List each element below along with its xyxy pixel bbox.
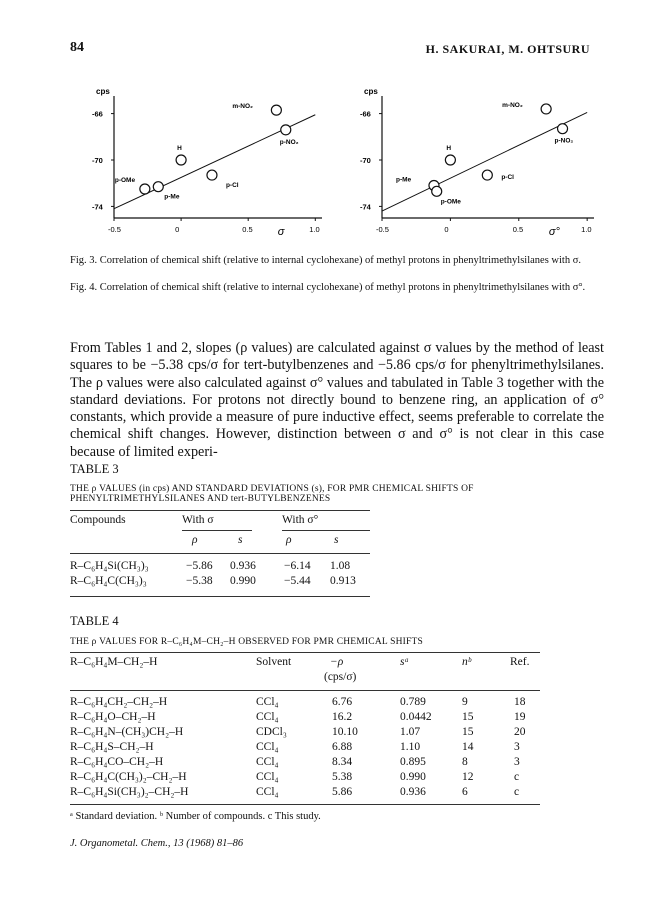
header-compound: R–C₆H₄M–CH₂–H: [70, 656, 158, 668]
table-cell-s: 1.08: [330, 560, 351, 572]
x-tick-label: 0.5: [512, 225, 524, 234]
table-4-label: TABLE 4: [70, 614, 119, 628]
y-tick-label: -66: [360, 109, 371, 119]
journal-citation: J. Organometal. Chem., 13 (1968) 81–86: [70, 838, 244, 849]
table-cell-rho: 5.38: [332, 771, 353, 783]
data-point: [140, 184, 150, 194]
table-cell-rho: 6.88: [332, 741, 353, 753]
header-compounds: Compounds: [70, 514, 126, 526]
y-tick-label: -66: [92, 109, 103, 119]
table-cell-s: 0.0442: [400, 711, 432, 723]
table-cell-n: 6: [462, 786, 468, 798]
table-cell-compound: R–C₆H₄N–(CH₃)CH₂–H: [70, 726, 184, 738]
table-cell-rho: 10.10: [332, 726, 358, 738]
table-cell-n: 12: [462, 771, 474, 783]
table-3-label: TABLE 3: [70, 462, 119, 476]
data-point-label: p-Cl: [225, 182, 239, 190]
table-cell-compound: R–C₆H₄C(CH₃)₂–CH₂–H: [70, 771, 187, 783]
data-point-label: m-NO₂: [502, 101, 523, 109]
table-cell-rho: −5.38: [186, 575, 213, 587]
data-point-label: m-NO₂: [232, 103, 253, 111]
table-cell-n: 8: [462, 756, 468, 768]
table-cell-ref: 3: [514, 741, 520, 753]
figure-4-chart: [358, 80, 606, 252]
x-axis-symbol: σ: [277, 226, 285, 238]
table-cell-ref: c: [514, 771, 520, 783]
header-rho-unit: (cps/σ): [324, 671, 357, 683]
table-cell-compound: R–C₆H₄Si(CH₃)₃: [70, 560, 149, 572]
table-cell-solvent: CDCl₃: [256, 726, 287, 738]
table-cell-compound: R–C₆H₄C(CH₃)₃: [70, 575, 147, 587]
table-cell-ref: 18: [514, 696, 526, 708]
x-tick-label: -0.5: [376, 225, 389, 234]
y-tick-label: -74: [360, 202, 371, 212]
x-tick-label: 0.5: [242, 225, 253, 234]
header-rho: ρ: [192, 534, 198, 546]
table-4-footnote: ᵃ Standard deviation. ᵇ Number of compounds. c This study.: [70, 811, 321, 822]
header-rho: −ρ: [330, 656, 344, 668]
header-s: s: [334, 534, 339, 546]
figure-4-caption: Fig. 4. Correlation of chemical shift (relative to internal cyclohexane) of methyl protons in phenyltrimethylsilanes with σ°.: [70, 282, 586, 293]
data-point: [281, 125, 291, 135]
table-4-title: THE ρ VALUES FOR R–C₆H₄M–CH₂–H OBSERVED FOR PMR CHEMICAL SHIFTS: [70, 637, 423, 647]
table-cell-s: 0.789: [400, 696, 426, 708]
table-cell-solvent: CCl₄: [256, 741, 279, 753]
table-cell-s: 0.895: [400, 756, 426, 768]
data-point-label: H: [177, 145, 182, 152]
table-cell-n: 15: [462, 711, 474, 723]
table-cell-rho: 6.76: [332, 696, 353, 708]
y-tick-label: -74: [92, 202, 103, 212]
data-point: [153, 182, 163, 192]
data-point: [207, 170, 217, 180]
x-tick-label: -0.5: [108, 225, 121, 234]
body-paragraph: From Tables 1 and 2, slopes (ρ values) are calculated against σ values by the method of least squares to be −5.38 cps/σ for tert-butylbenzenes and −5.86 cps/σ for phenyltrimethylsilanes. The ρ values were also calculated against σ° values and tabulated in Table 3 together with the standard deviations. For protons not directly bound to benzene ring, an application of σ° constants, which provide a measure of pure inductive effect, seems preferable to correlate the chemical shift changes. However, distinction between σ and σ° is not clear in this case because of limited experi-: [70, 340, 604, 460]
table-3-title: THE ρ VALUES (in cps) AND STANDARD DEVIATIONS (s), FOR PMR CHEMICAL SHIFTS OF PHENYLTRIMETHYLSILANES AND tert-BUTYLBENZENES: [70, 484, 474, 504]
table-cell-rho: 16.2: [332, 711, 353, 723]
data-point-label: p-NO₂: [554, 137, 574, 145]
table-cell-compound: R–C₆H₄CH₂–CH₂–H: [70, 696, 168, 708]
table-cell-rho: 8.34: [332, 756, 353, 768]
data-point-label: p-Cl: [501, 174, 514, 182]
data-point-label: p-OMe: [440, 198, 461, 206]
data-point: [445, 155, 455, 165]
header-s: sᵃ: [400, 656, 410, 668]
table-cell-ref: 20: [514, 726, 526, 738]
page-number: 84: [70, 40, 84, 55]
table-cell-solvent: CCl₄: [256, 771, 279, 783]
header-solvent: Solvent: [256, 656, 292, 668]
table-cell-s: 1.10: [400, 741, 421, 753]
table-cell-n: 14: [462, 741, 474, 753]
x-tick-label: 1.0: [581, 225, 592, 234]
table-cell-compound: R–C₆H₄CO–CH₂–H: [70, 756, 164, 768]
table-cell-solvent: CCl₄: [256, 756, 279, 768]
regression-line: [382, 112, 587, 211]
table-cell-rho: −5.86: [186, 560, 213, 572]
table-cell-compound: R–C₆H₄S–CH₂–H: [70, 741, 154, 753]
table-cell-compound: R–C₆H₄O–CH₂–H: [70, 711, 156, 723]
data-point-label: p-OMe: [114, 177, 136, 184]
table-cell-s: 0.913: [330, 575, 356, 587]
table-cell-ref: 3: [514, 756, 520, 768]
data-point-label: p-NO₂: [279, 138, 299, 146]
table-cell-n: 15: [462, 726, 474, 738]
table-cell-s: 0.990: [230, 575, 256, 587]
table-cell-rho: 5.86: [332, 786, 353, 798]
table-cell-s: 0.936: [230, 560, 256, 572]
x-tick-label: 1.0: [309, 225, 320, 234]
y-axis-label: cps: [96, 87, 110, 96]
table-cell-n: 9: [462, 696, 468, 708]
table-cell-solvent: CCl₄: [256, 711, 279, 723]
x-axis-symbol: σ°: [548, 226, 560, 238]
header-with-sigma0: With σ°: [282, 514, 319, 526]
header-s: s: [238, 534, 243, 546]
data-point: [482, 170, 492, 180]
data-point: [176, 155, 186, 165]
figure-3-chart: [90, 80, 335, 252]
table-cell-solvent: CCl₄: [256, 786, 279, 798]
header-rho: ρ: [286, 534, 292, 546]
running-head-authors: H. SAKURAI, M. OHTSURU: [425, 42, 590, 56]
x-tick-label: 0: [175, 225, 180, 234]
table-cell-ref: c: [514, 786, 520, 798]
table-cell-rho: −5.44: [284, 575, 311, 587]
table-cell-rho: −6.14: [284, 560, 311, 572]
table-cell-solvent: CCl₄: [256, 696, 279, 708]
table-rule: [70, 652, 540, 653]
data-point: [558, 124, 568, 134]
header-ref: Ref.: [510, 656, 530, 668]
header-n: nᵇ: [462, 656, 471, 668]
figure-3-caption: Fig. 3. Correlation of chemical shift (relative to internal cyclohexane) of methyl protons in phenyltrimethylsilanes with σ.: [70, 255, 581, 266]
data-point-label: p-Me: [395, 176, 412, 184]
header-with-sigma: With σ: [182, 514, 214, 526]
data-point-label: p-Me: [164, 193, 180, 201]
table-cell-s: 0.990: [400, 771, 426, 783]
table-cell-s: 1.07: [400, 726, 421, 738]
data-point-label: H: [446, 145, 452, 152]
data-point: [541, 104, 551, 114]
table-cell-s: 0.936: [400, 786, 426, 798]
y-tick-label: -70: [92, 156, 103, 165]
table-rule: [70, 510, 370, 511]
x-tick-label: 0: [444, 225, 449, 234]
table-cell-ref: 19: [514, 711, 526, 723]
y-tick-label: -70: [360, 156, 371, 165]
data-point: [432, 186, 442, 196]
table-cell-compound: R–C₆H₄Si(CH₃)₂–CH₂–H: [70, 786, 189, 798]
data-point: [271, 105, 281, 115]
y-axis-label: cps: [364, 87, 378, 96]
